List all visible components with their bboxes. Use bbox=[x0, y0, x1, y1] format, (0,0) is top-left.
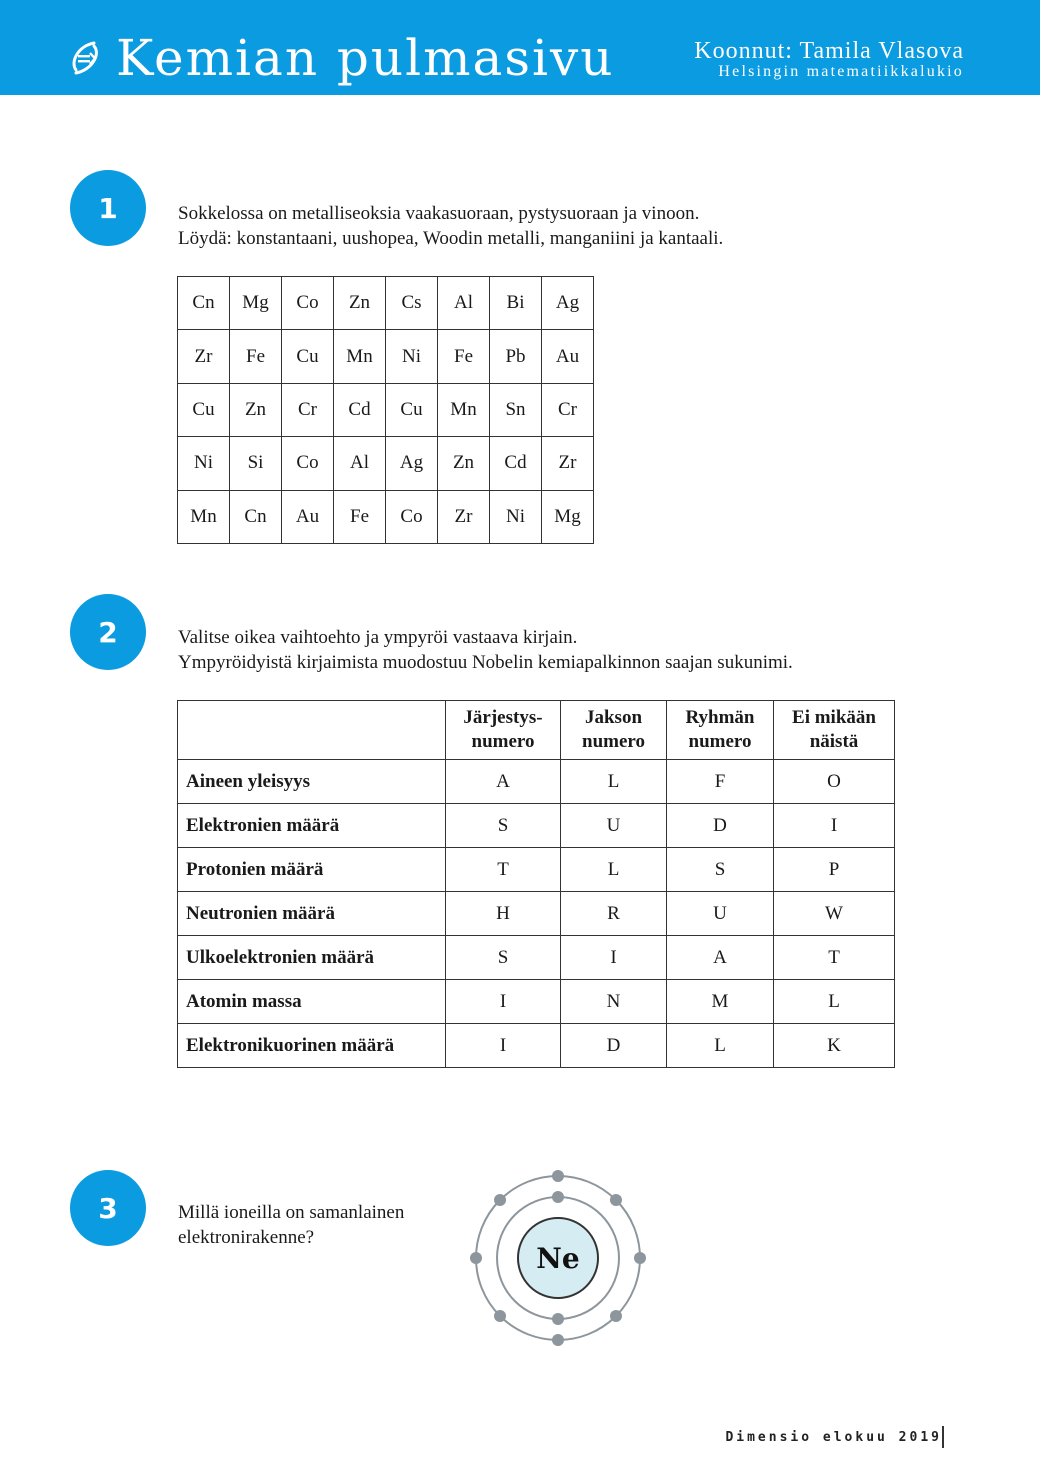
quiz-column-header bbox=[446, 701, 561, 760]
quiz-answer-letter[interactable]: D bbox=[667, 804, 774, 848]
quiz-row-label: Ulkoelektronien määrä bbox=[178, 936, 446, 980]
grid-row bbox=[178, 330, 594, 383]
grid-cell: Cu bbox=[282, 330, 334, 383]
grid-cell: Mg bbox=[542, 490, 594, 543]
outer-shell-electron bbox=[552, 1334, 564, 1346]
quiz-answer-letter[interactable]: L bbox=[667, 1024, 774, 1068]
section-3-badge: 3 bbox=[70, 1170, 146, 1246]
section-2-instruction-line-2: Ympyröidyistä kirjaimista muodostuu Nobelin kemiapalkinnon saajan sukunimi. bbox=[178, 652, 793, 673]
quiz-row-label: Elektronien määrä bbox=[178, 804, 446, 848]
quiz-row bbox=[178, 1024, 895, 1068]
section-2-instruction-line-1: Valitse oikea vaihtoehto ja ympyröi vastaava kirjain. bbox=[178, 627, 578, 648]
quiz-answer-letter[interactable]: I bbox=[446, 1024, 561, 1068]
section-3-question-line-1: Millä ioneilla on samanlainen bbox=[178, 1202, 405, 1223]
element-word-search-grid bbox=[177, 276, 594, 544]
quiz-answer-letter[interactable]: S bbox=[667, 848, 774, 892]
quiz-answer-letter[interactable]: T bbox=[446, 848, 561, 892]
quiz-answer-letter[interactable]: O bbox=[774, 760, 895, 804]
quiz-column-header-line-1: Jakson bbox=[584, 707, 643, 728]
grid-cell: Cr bbox=[282, 383, 334, 436]
grid-cell: Cs bbox=[386, 277, 438, 330]
quiz-row bbox=[178, 892, 895, 936]
neon-atom-diagram bbox=[470, 1170, 646, 1346]
quiz-answer-letter[interactable]: D bbox=[561, 1024, 667, 1068]
grid-cell: Cu bbox=[386, 383, 438, 436]
quiz-row-label: Atomin massa bbox=[178, 980, 446, 1024]
section-3-question-line-2: elektronirakenne? bbox=[178, 1227, 315, 1248]
grid-cell: Cn bbox=[230, 490, 282, 543]
quiz-answer-letter[interactable]: I bbox=[446, 980, 561, 1024]
quiz-answer-letter[interactable]: K bbox=[774, 1024, 895, 1068]
quiz-answer-letter[interactable]: F bbox=[667, 760, 774, 804]
page-title: Kemian pulmasivu bbox=[116, 29, 615, 87]
grid-cell: Cu bbox=[178, 383, 230, 436]
quiz-row bbox=[178, 848, 895, 892]
grid-cell: Cd bbox=[334, 383, 386, 436]
quiz-answer-letter[interactable]: L bbox=[774, 980, 895, 1024]
grid-cell: Fe bbox=[230, 330, 282, 383]
quiz-row bbox=[178, 936, 895, 980]
grid-cell: Zn bbox=[438, 437, 490, 490]
quiz-row-label: Aineen yleisyys bbox=[178, 760, 446, 804]
section-1-badge: 1 bbox=[70, 170, 146, 246]
quiz-answer-letter[interactable]: U bbox=[561, 804, 667, 848]
quiz-column-header-line-2: numero bbox=[471, 731, 535, 752]
school-line: Helsingin matematiikkalukio bbox=[718, 63, 964, 80]
quiz-row bbox=[178, 760, 895, 804]
quiz-answer-letter[interactable]: L bbox=[561, 848, 667, 892]
atom-symbol: Ne bbox=[536, 1242, 580, 1275]
inner-shell-electron bbox=[552, 1313, 564, 1325]
outer-shell-electron bbox=[494, 1194, 506, 1206]
grid-row bbox=[178, 490, 594, 543]
grid-cell: Au bbox=[542, 330, 594, 383]
grid-cell: Cd bbox=[490, 437, 542, 490]
quiz-header-row bbox=[178, 701, 895, 760]
grid-cell: Mn bbox=[438, 383, 490, 436]
quiz-column-header-line-1: Ei mikään bbox=[792, 707, 876, 728]
grid-cell: Pb bbox=[490, 330, 542, 383]
quiz-header-blank bbox=[178, 701, 446, 760]
quiz-row-label: Protonien määrä bbox=[178, 848, 446, 892]
quiz-answer-letter[interactable]: N bbox=[561, 980, 667, 1024]
grid-cell: Mn bbox=[178, 490, 230, 543]
footer-divider bbox=[942, 1426, 944, 1448]
grid-cell: Zr bbox=[178, 330, 230, 383]
quiz-answer-letter[interactable]: M bbox=[667, 980, 774, 1024]
grid-cell: Co bbox=[282, 437, 334, 490]
quiz-column-header bbox=[667, 701, 774, 760]
grid-cell: Al bbox=[334, 437, 386, 490]
section-2-badge: 2 bbox=[70, 594, 146, 670]
grid-cell: Zn bbox=[334, 277, 386, 330]
grid-cell: Zr bbox=[542, 437, 594, 490]
quiz-column-header-line-1: Ryhmän bbox=[685, 707, 755, 728]
page-header bbox=[0, 0, 1040, 95]
grid-cell: Ni bbox=[490, 490, 542, 543]
grid-cell: Ag bbox=[542, 277, 594, 330]
footer-issue-label: Dimensio elokuu 2019 bbox=[725, 1430, 942, 1445]
grid-cell: Mn bbox=[334, 330, 386, 383]
quiz-answer-letter[interactable]: W bbox=[774, 892, 895, 936]
grid-cell: Mg bbox=[230, 277, 282, 330]
grid-cell: Sn bbox=[490, 383, 542, 436]
quiz-column-header bbox=[774, 701, 895, 760]
section-1-instruction-line-2: Löydä: konstantaani, uushopea, Woodin metalli, manganiini ja kantaali. bbox=[178, 228, 724, 249]
quiz-answer-letter[interactable]: A bbox=[446, 760, 561, 804]
outer-shell-electron bbox=[610, 1194, 622, 1206]
quiz-answer-letter[interactable]: I bbox=[774, 804, 895, 848]
grid-cell: Co bbox=[386, 490, 438, 543]
quiz-answer-letter[interactable]: U bbox=[667, 892, 774, 936]
grid-cell: Si bbox=[230, 437, 282, 490]
quiz-column-header-line-1: Järjestys- bbox=[463, 707, 543, 728]
grid-cell: Co bbox=[282, 277, 334, 330]
grid-cell: Ag bbox=[386, 437, 438, 490]
quiz-answer-letter[interactable]: T bbox=[774, 936, 895, 980]
section-1-instruction-line-1: Sokkelossa on metalliseoksia vaakasuoraan, pystysuoraan ja vinoon. bbox=[178, 203, 700, 224]
grid-cell: Zr bbox=[438, 490, 490, 543]
grid-cell: Ni bbox=[178, 437, 230, 490]
grid-cell: Fe bbox=[438, 330, 490, 383]
grid-row bbox=[178, 437, 594, 490]
orbit-logo-icon bbox=[68, 40, 102, 76]
quiz-column-header-line-2: näistä bbox=[809, 731, 859, 752]
periodic-number-quiz-table bbox=[177, 700, 895, 1068]
outer-shell-electron bbox=[470, 1252, 482, 1264]
author-line: Koonnut: Tamila Vlasova bbox=[694, 38, 964, 64]
quiz-answer-letter[interactable]: P bbox=[774, 848, 895, 892]
quiz-answer-letter[interactable]: S bbox=[446, 804, 561, 848]
grid-cell: Zn bbox=[230, 383, 282, 436]
quiz-answer-letter[interactable]: S bbox=[446, 936, 561, 980]
grid-cell: Au bbox=[282, 490, 334, 543]
quiz-row-label: Elektronikuorinen määrä bbox=[178, 1024, 446, 1068]
grid-cell: Al bbox=[438, 277, 490, 330]
outer-shell-electron bbox=[610, 1310, 622, 1322]
grid-row bbox=[178, 383, 594, 436]
inner-shell-electron bbox=[552, 1191, 564, 1203]
quiz-column-header-line-2: numero bbox=[582, 731, 645, 752]
quiz-answer-letter[interactable]: I bbox=[561, 936, 667, 980]
quiz-answer-letter[interactable]: L bbox=[561, 760, 667, 804]
grid-cell: Cn bbox=[178, 277, 230, 330]
grid-cell: Bi bbox=[490, 277, 542, 330]
grid-row bbox=[178, 277, 594, 330]
quiz-column-header-line-2: numero bbox=[688, 731, 752, 752]
outer-shell-electron bbox=[552, 1170, 564, 1182]
grid-cell: Fe bbox=[334, 490, 386, 543]
grid-cell: Cr bbox=[542, 383, 594, 436]
quiz-row bbox=[178, 980, 895, 1024]
quiz-answer-letter[interactable]: A bbox=[667, 936, 774, 980]
quiz-row-label: Neutronien määrä bbox=[178, 892, 446, 936]
grid-cell: Ni bbox=[386, 330, 438, 383]
quiz-answer-letter[interactable]: H bbox=[446, 892, 561, 936]
outer-shell-electron bbox=[634, 1252, 646, 1264]
quiz-column-header bbox=[561, 701, 667, 760]
outer-shell-electron bbox=[494, 1310, 506, 1322]
quiz-row bbox=[178, 804, 895, 848]
quiz-answer-letter[interactable]: R bbox=[561, 892, 667, 936]
